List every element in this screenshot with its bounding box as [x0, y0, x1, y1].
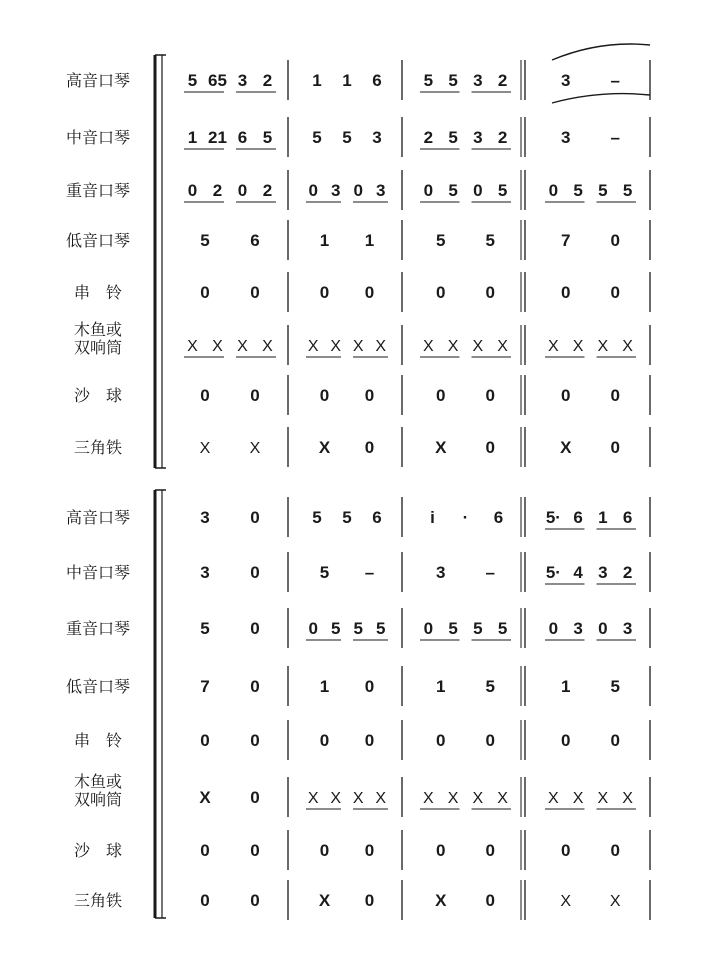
note: X [199, 788, 211, 807]
note: 4 [573, 563, 583, 582]
note: 65 [208, 71, 227, 90]
percussion-hit: X [375, 338, 387, 355]
tie-arc [552, 44, 650, 60]
note: X [318, 891, 331, 910]
percussion-hit: X [352, 790, 364, 807]
note: 5 [331, 619, 341, 638]
note: 0 [364, 438, 375, 457]
percussion-hit: X [249, 440, 261, 457]
note: 5 [448, 619, 458, 638]
note: 1 [342, 71, 352, 90]
note: 0 [200, 891, 210, 910]
note: 5 [187, 71, 198, 90]
instrument-row [74, 772, 650, 817]
note: 2 [423, 128, 434, 147]
note: 0 [319, 283, 330, 302]
note: 0 [364, 731, 375, 750]
percussion-hit: X [423, 338, 434, 355]
note: 0 [423, 619, 434, 638]
note: 0 [250, 788, 260, 807]
note: 5 [200, 231, 210, 250]
note: X [435, 891, 447, 910]
instrument-name: 低音口琴 [65, 677, 131, 696]
note: X [435, 438, 447, 457]
note: 3 [473, 128, 483, 147]
note: 1 [561, 677, 571, 696]
note: 0 [610, 283, 620, 302]
instrument-name: 沙 球 [73, 386, 123, 405]
note: · [462, 508, 469, 527]
note: 0 [319, 841, 330, 860]
note: 0 [308, 181, 318, 200]
note: 5 [485, 231, 495, 250]
note: 0 [308, 619, 318, 638]
instrument-row [74, 830, 650, 870]
note: 2 [262, 181, 273, 200]
percussion-hit: X [472, 790, 484, 807]
note: 0 [473, 181, 483, 200]
percussion-hit: X [330, 338, 342, 355]
note: 0 [187, 181, 198, 200]
note: 5 [485, 677, 495, 696]
note: 0 [353, 181, 363, 200]
note: 6 [372, 508, 382, 527]
note: 0 [250, 619, 260, 638]
note: 0 [485, 891, 495, 910]
note: X [560, 438, 572, 457]
percussion-hit: X [447, 338, 459, 355]
note: 5 [436, 231, 446, 250]
note: 1 [319, 231, 330, 250]
note: 0 [561, 283, 571, 302]
note: 0 [436, 731, 446, 750]
note: 0 [485, 841, 495, 860]
note: 0 [423, 181, 434, 200]
percussion-hit: X [330, 790, 342, 807]
instrument-row [74, 720, 650, 760]
percussion-hit: X [497, 790, 508, 807]
note: 0 [237, 181, 248, 200]
note: 5 [598, 181, 608, 200]
percussion-hit: X [423, 790, 434, 807]
note: 5 [473, 619, 483, 638]
note: i [430, 508, 435, 527]
note: 5 [497, 181, 508, 200]
note: 6 [372, 71, 382, 90]
note: 0 [250, 508, 260, 527]
note: 5 [200, 619, 210, 638]
note: 0 [319, 386, 330, 405]
note: 5 [423, 71, 434, 90]
note: 5 [622, 181, 633, 200]
note: 3 [237, 71, 248, 90]
instrument-name: 重音口琴 [65, 619, 131, 638]
note: 3 [372, 128, 382, 147]
percussion-hit: X [199, 440, 211, 457]
instrument-row [74, 880, 650, 920]
note: 5· [545, 563, 561, 582]
note: 0 [364, 386, 375, 405]
note: 0 [250, 283, 260, 302]
note: 0 [364, 841, 375, 860]
percussion-hit: X [597, 790, 609, 807]
instrument-name: 沙 球 [73, 841, 123, 860]
note: 3 [436, 563, 446, 582]
note: 7 [200, 677, 210, 696]
note: 0 [436, 841, 446, 860]
note: 3 [573, 619, 583, 638]
note: 6 [250, 231, 260, 250]
instrument-name: 高音口琴 [65, 508, 131, 527]
note: 3 [561, 128, 571, 147]
percussion-hit: X [548, 790, 559, 807]
note: 0 [250, 563, 260, 582]
system-2 [66, 490, 650, 920]
note: X [318, 438, 331, 457]
note: 1 [312, 71, 322, 90]
instrument-name: 木鱼或双响筒 [73, 772, 123, 809]
percussion-hit: X [237, 338, 248, 355]
note: 0 [364, 283, 375, 302]
note: 1 [364, 231, 375, 250]
note: 3 [598, 563, 608, 582]
note: 5 [448, 181, 458, 200]
note: 1 [187, 128, 198, 147]
percussion-hit: X [497, 338, 508, 355]
percussion-hit: X [597, 338, 609, 355]
note: 21 [208, 128, 227, 147]
percussion-hit: X [262, 338, 273, 355]
instrument-name: 串 铃 [73, 283, 123, 302]
note: 3 [200, 563, 210, 582]
note: 3 [473, 71, 483, 90]
note: 0 [250, 731, 260, 750]
note: 6 [493, 508, 504, 527]
note: 3 [561, 71, 571, 90]
note: 3 [331, 181, 341, 200]
note: 0 [485, 283, 495, 302]
note: 5 [342, 508, 352, 527]
note: 1 [436, 677, 446, 696]
note: 0 [548, 181, 559, 200]
percussion-hit: X [609, 893, 621, 910]
note: 2 [497, 128, 508, 147]
note: 0 [548, 619, 559, 638]
note: 0 [250, 386, 260, 405]
instrument-row [74, 375, 650, 415]
note: 0 [436, 386, 446, 405]
note: – [364, 563, 375, 582]
note: – [485, 563, 495, 582]
note: – [610, 128, 620, 147]
note: 0 [200, 386, 210, 405]
percussion-hit: X [307, 338, 319, 355]
note: 0 [200, 731, 210, 750]
percussion-hit: X [352, 338, 364, 355]
note: – [610, 71, 620, 90]
note: 2 [262, 71, 273, 90]
system-1 [66, 55, 650, 468]
note: 0 [250, 891, 260, 910]
note: 0 [561, 841, 571, 860]
instrument-name: 中音口琴 [65, 563, 131, 582]
note: 6 [573, 508, 583, 527]
note: 1 [319, 677, 330, 696]
note: 6 [622, 508, 633, 527]
percussion-hit: X [560, 893, 572, 910]
percussion-hit: X [307, 790, 319, 807]
note: 0 [250, 677, 260, 696]
instrument-name: 串 铃 [73, 731, 123, 750]
note: 0 [485, 438, 495, 457]
instrument-name: 三角铁 [73, 438, 123, 457]
note: 0 [200, 283, 210, 302]
percussion-hit: X [622, 338, 633, 355]
note: 5· [545, 508, 561, 527]
tie-arc [552, 94, 650, 103]
note: 2 [212, 181, 223, 200]
note: 3 [622, 619, 633, 638]
note: 5 [319, 563, 330, 582]
percussion-hit: X [187, 338, 198, 355]
percussion-hit: X [447, 790, 459, 807]
note: 0 [598, 619, 608, 638]
note: 2 [497, 71, 508, 90]
instrument-name: 三角铁 [73, 891, 123, 910]
note: 0 [200, 841, 210, 860]
instrument-name: 高音口琴 [65, 71, 131, 90]
instrument-row [74, 320, 650, 365]
note: 0 [610, 386, 620, 405]
instrument-name: 中音口琴 [65, 128, 131, 147]
note: 6 [237, 128, 248, 147]
note: 5 [342, 128, 352, 147]
percussion-hit: X [472, 338, 484, 355]
note: 3 [200, 508, 210, 527]
note: 0 [485, 386, 495, 405]
note: 0 [436, 283, 446, 302]
note: 0 [561, 731, 571, 750]
instrument-row [74, 427, 650, 467]
note: 5 [448, 71, 458, 90]
note: 0 [610, 438, 620, 457]
note: 0 [250, 841, 260, 860]
note: 0 [610, 231, 620, 250]
percussion-hit: X [572, 338, 584, 355]
note: 0 [610, 841, 620, 860]
note: 0 [364, 891, 375, 910]
note: 0 [364, 677, 375, 696]
note: 5 [312, 128, 322, 147]
note: 0 [610, 731, 620, 750]
note: 1 [598, 508, 608, 527]
percussion-hit: X [622, 790, 633, 807]
note: 5 [376, 619, 386, 638]
instrument-row [74, 272, 650, 312]
note: 5 [262, 128, 273, 147]
note: 5 [448, 128, 458, 147]
note: 0 [485, 731, 495, 750]
note: 0 [319, 731, 330, 750]
instrument-name: 木鱼或双响筒 [73, 320, 123, 357]
percussion-hit: X [548, 338, 559, 355]
note: 5 [573, 181, 583, 200]
percussion-hit: X [572, 790, 584, 807]
note: 3 [376, 181, 386, 200]
note: 5 [610, 677, 620, 696]
note: 7 [561, 231, 571, 250]
instrument-name: 重音口琴 [65, 181, 131, 200]
percussion-hit: X [375, 790, 387, 807]
instrument-name: 低音口琴 [65, 231, 131, 250]
note: 0 [561, 386, 571, 405]
note: 5 [353, 619, 363, 638]
note: 5 [497, 619, 508, 638]
note: 2 [622, 563, 633, 582]
note: 5 [312, 508, 322, 527]
percussion-hit: X [212, 338, 223, 355]
